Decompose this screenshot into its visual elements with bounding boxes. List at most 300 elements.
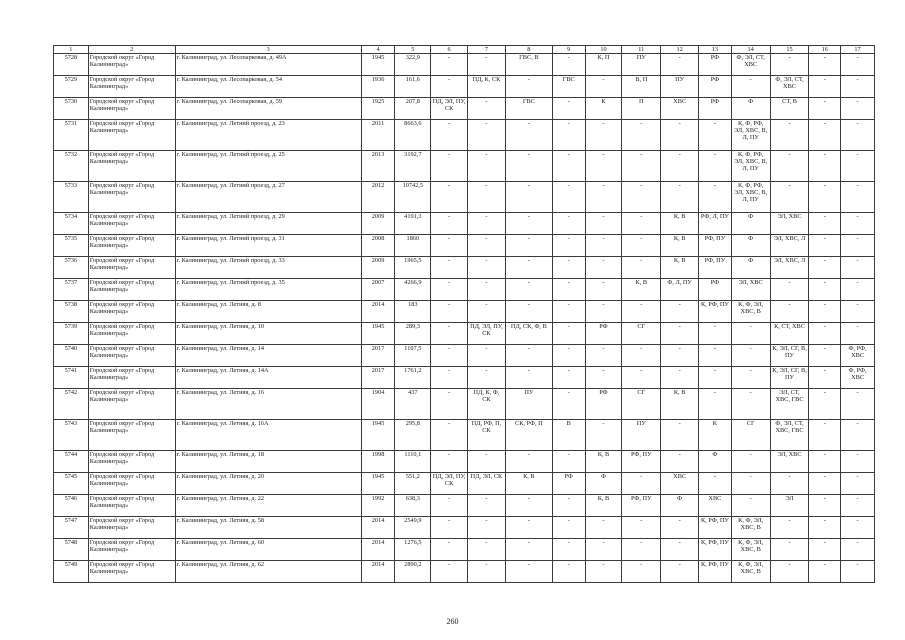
table-cell: - xyxy=(585,367,622,389)
table-row xyxy=(54,323,875,345)
row-number-cell: 5731 xyxy=(54,120,89,151)
table-cell: г. Калининград, ул. Летняя, д. 58 xyxy=(175,517,361,539)
table-cell: К, В xyxy=(661,213,699,235)
table-row xyxy=(54,235,875,257)
table-cell: К, РФ, ПУ xyxy=(699,561,732,583)
table-cell: - xyxy=(505,561,552,583)
table-cell: - xyxy=(661,323,699,345)
table-cell: РФ, ПУ xyxy=(622,495,661,517)
table-cell: Ф, ЭЛ, СТ, ХВС, ГВС xyxy=(770,420,809,451)
table-cell: К, Ф, РФ, ЭЛ, ХВС, В, Л, ПУ xyxy=(731,182,770,213)
column-header: 3 xyxy=(175,46,361,54)
table-cell: - xyxy=(809,367,841,389)
table-cell: - xyxy=(731,389,770,420)
table-cell: - xyxy=(841,182,875,213)
table-cell: - xyxy=(585,213,622,235)
table-cell: - xyxy=(431,213,468,235)
table-cell: - xyxy=(622,182,661,213)
row-number-cell: 5729 xyxy=(54,76,89,98)
table-cell: 2011 xyxy=(361,120,395,151)
table-cell: ЭЛ, ХВС, Л xyxy=(770,235,809,257)
row-number-cell: 5741 xyxy=(54,367,89,389)
table-row xyxy=(54,54,875,76)
table-cell: ПД, ЭЛ, ПУ, СК xyxy=(468,323,506,345)
table-cell: Городской округ «Город Калининград» xyxy=(88,517,175,539)
table-cell: - xyxy=(841,495,875,517)
table-cell: Ф xyxy=(699,451,732,473)
table-cell: РФ xyxy=(699,98,732,120)
table-cell: Городской округ «Город Калининград» xyxy=(88,389,175,420)
table-cell: ПД, ЭЛ, СК xyxy=(468,473,506,495)
table-cell: - xyxy=(770,517,809,539)
row-number-cell: 5744 xyxy=(54,451,89,473)
row-number-cell: 5746 xyxy=(54,495,89,517)
table-cell: г. Калининград, ул. Лесопарковая, д. 54 xyxy=(175,76,361,98)
table-row xyxy=(54,279,875,301)
table-cell: 1965,5 xyxy=(395,257,431,279)
row-number-cell: 5732 xyxy=(54,151,89,182)
table-cell: РФ xyxy=(699,54,732,76)
table-cell: 2890,2 xyxy=(395,561,431,583)
table-cell: - xyxy=(585,345,622,367)
table-cell: г. Калининград, ул. Летняя, д. 22 xyxy=(175,495,361,517)
table-cell: - xyxy=(622,473,661,495)
table-row xyxy=(54,517,875,539)
table-cell: РФ xyxy=(585,389,622,420)
table-cell: - xyxy=(505,213,552,235)
table-cell: 2017 xyxy=(361,367,395,389)
table-cell: - xyxy=(552,517,585,539)
table-cell: г. Калининград, ул. Летний проезд, д. 31 xyxy=(175,235,361,257)
table-cell: Ф, ЭЛ, СТ, ХВС xyxy=(731,54,770,76)
table-cell: - xyxy=(431,120,468,151)
table-cell: РФ, Л, ПУ xyxy=(699,213,732,235)
table-cell: - xyxy=(731,367,770,389)
table-cell: - xyxy=(585,279,622,301)
table-cell: Ф xyxy=(731,213,770,235)
table-cell: - xyxy=(809,345,841,367)
page-number: 260 xyxy=(446,617,459,626)
table-cell: ПД, К, СК xyxy=(468,76,506,98)
table-cell: Ф, РФ, ХВС xyxy=(841,345,875,367)
table-row xyxy=(54,151,875,182)
table-cell: г. Калининград, ул. Летний проезд, д. 27 xyxy=(175,182,361,213)
table-cell: 289,3 xyxy=(395,323,431,345)
table-cell: К, РФ, ПУ xyxy=(699,539,732,561)
table-cell: - xyxy=(431,539,468,561)
table-cell: - xyxy=(770,279,809,301)
table-cell: - xyxy=(585,257,622,279)
row-number-cell: 5735 xyxy=(54,235,89,257)
table-cell: - xyxy=(809,473,841,495)
table-cell: ПД, СК, Ф, В xyxy=(505,323,552,345)
table-cell: К, В xyxy=(505,473,552,495)
table-cell: - xyxy=(468,235,506,257)
table-cell: - xyxy=(431,54,468,76)
table-cell: - xyxy=(505,120,552,151)
table-cell: Городской округ «Город Калининград» xyxy=(88,257,175,279)
table-cell: ЭЛ, ХВС xyxy=(770,213,809,235)
table-cell: - xyxy=(552,451,585,473)
table-cell: - xyxy=(841,473,875,495)
row-number-cell: 5740 xyxy=(54,345,89,367)
table-cell: - xyxy=(431,151,468,182)
table-cell: К, Ф, РФ, ЭЛ, ХВС, В, Л, ПУ xyxy=(731,151,770,182)
table-cell: - xyxy=(585,76,622,98)
table-cell: - xyxy=(661,367,699,389)
table-cell: Городской округ «Город Калининград» xyxy=(88,345,175,367)
table-cell: - xyxy=(770,561,809,583)
table-cell: - xyxy=(841,279,875,301)
table-cell: ПУ xyxy=(622,54,661,76)
table-cell: - xyxy=(809,323,841,345)
table-cell: г. Калининград, ул. Летняя, д. 8 xyxy=(175,301,361,323)
row-number-cell: 5730 xyxy=(54,98,89,120)
table-cell: Ф, ЭЛ, СТ, ХВС xyxy=(770,76,809,98)
table-cell: СТ, В xyxy=(770,98,809,120)
table-row xyxy=(54,495,875,517)
table-cell: - xyxy=(505,257,552,279)
table-cell: - xyxy=(809,257,841,279)
table-row xyxy=(54,182,875,213)
table-cell: СГ xyxy=(622,389,661,420)
table-cell: РФ, ПУ xyxy=(699,257,732,279)
row-number-cell: 5747 xyxy=(54,517,89,539)
table-row xyxy=(54,367,875,389)
table-cell: Городской округ «Город Калининград» xyxy=(88,98,175,120)
row-number-cell: 5733 xyxy=(54,182,89,213)
table-cell: - xyxy=(552,98,585,120)
table-cell: 1761,2 xyxy=(395,367,431,389)
table-cell: - xyxy=(505,182,552,213)
table-cell: - xyxy=(770,151,809,182)
table-cell: - xyxy=(505,345,552,367)
table-cell: К, В xyxy=(585,495,622,517)
table-cell: - xyxy=(841,539,875,561)
table-cell: - xyxy=(770,120,809,151)
table-cell: - xyxy=(731,76,770,98)
table-cell: - xyxy=(585,182,622,213)
table-cell: - xyxy=(505,301,552,323)
column-header: 5 xyxy=(395,46,431,54)
table-cell: ПД, РФ, П, СК xyxy=(468,420,506,451)
table-cell: - xyxy=(770,54,809,76)
table-cell: - xyxy=(585,151,622,182)
table-cell: 1945 xyxy=(361,54,395,76)
table-cell: - xyxy=(505,76,552,98)
table-cell: - xyxy=(661,182,699,213)
table-cell: К, Ф, ЭЛ, ХВС, В xyxy=(731,539,770,561)
table-row xyxy=(54,451,875,473)
table-cell: 207,8 xyxy=(395,98,431,120)
table-cell: Городской округ «Город Калининград» xyxy=(88,279,175,301)
table-cell: - xyxy=(622,257,661,279)
table-row xyxy=(54,76,875,98)
table-cell: - xyxy=(809,76,841,98)
table-cell: - xyxy=(770,301,809,323)
table-cell: ЭЛ, СТ, ХВС, ГВС xyxy=(770,389,809,420)
table-cell: - xyxy=(431,182,468,213)
table-cell: - xyxy=(809,120,841,151)
table-cell: 2013 xyxy=(361,151,395,182)
table-cell: 1110,1 xyxy=(395,451,431,473)
table-cell: СГ xyxy=(622,323,661,345)
table-cell: - xyxy=(431,389,468,420)
table-cell: - xyxy=(431,235,468,257)
table-row xyxy=(54,98,875,120)
table-cell: - xyxy=(552,323,585,345)
table-cell: К, ЭЛ, СГ, В, ПУ xyxy=(770,367,809,389)
table-cell: - xyxy=(468,98,506,120)
table-cell: - xyxy=(699,389,732,420)
table-cell: 2549,9 xyxy=(395,517,431,539)
table-cell: - xyxy=(468,279,506,301)
table-cell: - xyxy=(505,279,552,301)
table-cell: - xyxy=(431,451,468,473)
table-cell: Городской округ «Город Калининград» xyxy=(88,495,175,517)
table-cell: К, РФ, ПУ xyxy=(699,301,732,323)
table-cell: - xyxy=(622,151,661,182)
table-cell: Городской округ «Город Калининград» xyxy=(88,539,175,561)
table-cell: г. Калининград, ул. Лесопарковая, д. 49А xyxy=(175,54,361,76)
column-header: 17 xyxy=(841,46,875,54)
row-number-cell: 5738 xyxy=(54,301,89,323)
table-cell: - xyxy=(552,301,585,323)
table-cell: - xyxy=(505,451,552,473)
table-cell: - xyxy=(622,213,661,235)
table-cell: К, П xyxy=(585,54,622,76)
table-cell: Ф xyxy=(731,257,770,279)
table-cell: Городской округ «Город Калининград» xyxy=(88,76,175,98)
buildings-table xyxy=(53,45,875,583)
table-cell: г. Калининград, ул. Летняя, д. 62 xyxy=(175,561,361,583)
row-number-cell: 5736 xyxy=(54,257,89,279)
row-number-cell: 5743 xyxy=(54,420,89,451)
table-cell: г. Калининград, ул. Летний проезд, д. 23 xyxy=(175,120,361,151)
table-cell: 2014 xyxy=(361,561,395,583)
table-cell: Ф xyxy=(585,473,622,495)
table-cell: ПД, ЭЛ, ПУ, СК xyxy=(431,473,468,495)
table-cell: - xyxy=(622,539,661,561)
table-cell: Ф xyxy=(731,235,770,257)
table-cell: 2008 xyxy=(361,235,395,257)
table-cell: - xyxy=(585,517,622,539)
table-cell: - xyxy=(468,561,506,583)
table-cell: - xyxy=(841,561,875,583)
column-header: 4 xyxy=(361,46,395,54)
table-cell: - xyxy=(809,389,841,420)
table-cell: - xyxy=(809,451,841,473)
table-cell: - xyxy=(468,517,506,539)
table-cell: - xyxy=(731,495,770,517)
table-cell: 1925 xyxy=(361,98,395,120)
table-cell: - xyxy=(622,517,661,539)
table-cell: Городской округ «Город Калининград» xyxy=(88,151,175,182)
table-cell: - xyxy=(431,495,468,517)
row-number-cell: 5728 xyxy=(54,54,89,76)
row-number-cell: 5739 xyxy=(54,323,89,345)
table-cell: г. Калининград, ул. Летняя, д. 16А xyxy=(175,420,361,451)
table-cell: - xyxy=(809,561,841,583)
table-cell: - xyxy=(770,473,809,495)
table-cell: - xyxy=(770,539,809,561)
table-cell: - xyxy=(622,301,661,323)
table-cell: - xyxy=(431,517,468,539)
row-number-cell: 5749 xyxy=(54,561,89,583)
table-cell: Городской округ «Город Калининград» xyxy=(88,54,175,76)
table-cell: - xyxy=(809,301,841,323)
table-cell: - xyxy=(661,561,699,583)
table-cell: - xyxy=(468,539,506,561)
table-cell: П xyxy=(622,98,661,120)
table-cell: - xyxy=(731,473,770,495)
table-cell: К, В xyxy=(585,451,622,473)
table-cell: - xyxy=(661,120,699,151)
table-cell: К, Ф, РФ, ЭЛ, ХВС, В, Л, ПУ xyxy=(731,120,770,151)
table-cell: - xyxy=(468,213,506,235)
table-cell: 2014 xyxy=(361,517,395,539)
table-cell: К, СТ, ХВС xyxy=(770,323,809,345)
table-row xyxy=(54,539,875,561)
table-cell: - xyxy=(431,367,468,389)
table-cell: - xyxy=(505,235,552,257)
table-cell: Городской округ «Город Калининград» xyxy=(88,323,175,345)
table-cell: ПД, К, Ф, СК xyxy=(468,389,506,420)
table-cell: г. Калининград, ул. Летний проезд, д. 35 xyxy=(175,279,361,301)
table-cell: - xyxy=(841,98,875,120)
table-row xyxy=(54,345,875,367)
table-cell: - xyxy=(770,182,809,213)
table-cell: К, ЭЛ, СГ, В, ПУ xyxy=(770,345,809,367)
table-cell: К xyxy=(585,98,622,120)
table-cell: В, П xyxy=(622,76,661,98)
table-cell: - xyxy=(552,279,585,301)
table-cell: г. Калининград, ул. Летняя, д. 18 xyxy=(175,451,361,473)
table-cell: 10742,5 xyxy=(395,182,431,213)
table-cell: ЭЛ xyxy=(770,495,809,517)
table-cell: - xyxy=(661,517,699,539)
table-cell: К, В xyxy=(661,257,699,279)
table-cell: 161,6 xyxy=(395,76,431,98)
table-cell: г. Калининград, ул. Летняя, д. 14А xyxy=(175,367,361,389)
table-cell: ЭЛ, ХВС, Л xyxy=(770,257,809,279)
table-cell: - xyxy=(431,561,468,583)
table-row xyxy=(54,473,875,495)
column-header: 1 xyxy=(54,46,89,54)
table-cell: - xyxy=(552,213,585,235)
table-cell: - xyxy=(809,517,841,539)
table-cell: - xyxy=(661,451,699,473)
table-cell: - xyxy=(841,301,875,323)
table-cell: Городской округ «Город Калининград» xyxy=(88,561,175,583)
table-cell: СГ xyxy=(731,420,770,451)
table-cell: - xyxy=(585,235,622,257)
table-cell: РФ, ПУ xyxy=(699,235,732,257)
row-number-cell: 5745 xyxy=(54,473,89,495)
table-cell: РФ xyxy=(585,323,622,345)
table-cell: - xyxy=(622,367,661,389)
table-cell: - xyxy=(841,257,875,279)
table-cell: - xyxy=(505,517,552,539)
table-cell: 1904 xyxy=(361,389,395,420)
table-cell: 1945 xyxy=(361,323,395,345)
table-cell: 2014 xyxy=(361,301,395,323)
table-cell: 2007 xyxy=(361,279,395,301)
table-cell: - xyxy=(505,151,552,182)
table-cell: РФ xyxy=(699,279,732,301)
table-row xyxy=(54,120,875,151)
table-cell: - xyxy=(661,345,699,367)
table-cell: 1107,5 xyxy=(395,345,431,367)
table-cell: РФ xyxy=(699,76,732,98)
table-cell: 1276,5 xyxy=(395,539,431,561)
table-cell: - xyxy=(468,367,506,389)
table-cell: - xyxy=(431,279,468,301)
column-header: 13 xyxy=(699,46,732,54)
table-cell: К, Ф, ЭЛ, ХВС, В xyxy=(731,517,770,539)
table-cell: - xyxy=(809,495,841,517)
table-cell: ГВС xyxy=(505,98,552,120)
table-cell: - xyxy=(505,495,552,517)
table-cell: г. Калининград, ул. Летняя, д. 10 xyxy=(175,323,361,345)
table-cell: - xyxy=(552,345,585,367)
column-header: 11 xyxy=(622,46,661,54)
column-header: 6 xyxy=(431,46,468,54)
table-cell: ПД, ЭЛ, ПУ, СК xyxy=(431,98,468,120)
table-cell: - xyxy=(841,120,875,151)
table-cell: - xyxy=(552,120,585,151)
table-cell: ГВС, В xyxy=(505,54,552,76)
table-cell: 551,2 xyxy=(395,473,431,495)
table-cell: - xyxy=(552,367,585,389)
table-cell: г. Калининград, ул. Летний проезд, д. 33 xyxy=(175,257,361,279)
table-cell: ХВС xyxy=(699,495,732,517)
table-cell: - xyxy=(552,257,585,279)
table-cell: - xyxy=(699,120,732,151)
table-cell: К, РФ, ПУ xyxy=(699,517,732,539)
table-cell: - xyxy=(841,323,875,345)
table-cell: - xyxy=(622,235,661,257)
table-cell: - xyxy=(431,345,468,367)
column-header: 7 xyxy=(468,46,506,54)
table-cell: 1860 xyxy=(395,235,431,257)
table-cell: ПУ xyxy=(661,76,699,98)
table-cell: г. Калининград, ул. Летний проезд, д. 25 xyxy=(175,151,361,182)
table-cell: - xyxy=(585,539,622,561)
table-cell: - xyxy=(841,213,875,235)
table-cell: - xyxy=(731,323,770,345)
table-cell: - xyxy=(841,517,875,539)
table-cell: Городской округ «Город Калининград» xyxy=(88,367,175,389)
table-cell: РФ xyxy=(552,473,585,495)
table-cell: ГВС xyxy=(552,76,585,98)
table-cell: - xyxy=(661,539,699,561)
table-cell: - xyxy=(552,389,585,420)
table-cell: ЭЛ, ХВС xyxy=(770,451,809,473)
table-cell: г. Калининград, ул. Летняя, д. 20 xyxy=(175,473,361,495)
column-header: 10 xyxy=(585,46,622,54)
table-cell: 322,9 xyxy=(395,54,431,76)
table-cell: 638,3 xyxy=(395,495,431,517)
table-cell: - xyxy=(585,120,622,151)
table-row xyxy=(54,213,875,235)
table-cell: - xyxy=(468,120,506,151)
table-row xyxy=(54,257,875,279)
row-number-cell: 5734 xyxy=(54,213,89,235)
table-cell: - xyxy=(661,301,699,323)
table-cell: 2012 xyxy=(361,182,395,213)
table-cell: 1936 xyxy=(361,76,395,98)
